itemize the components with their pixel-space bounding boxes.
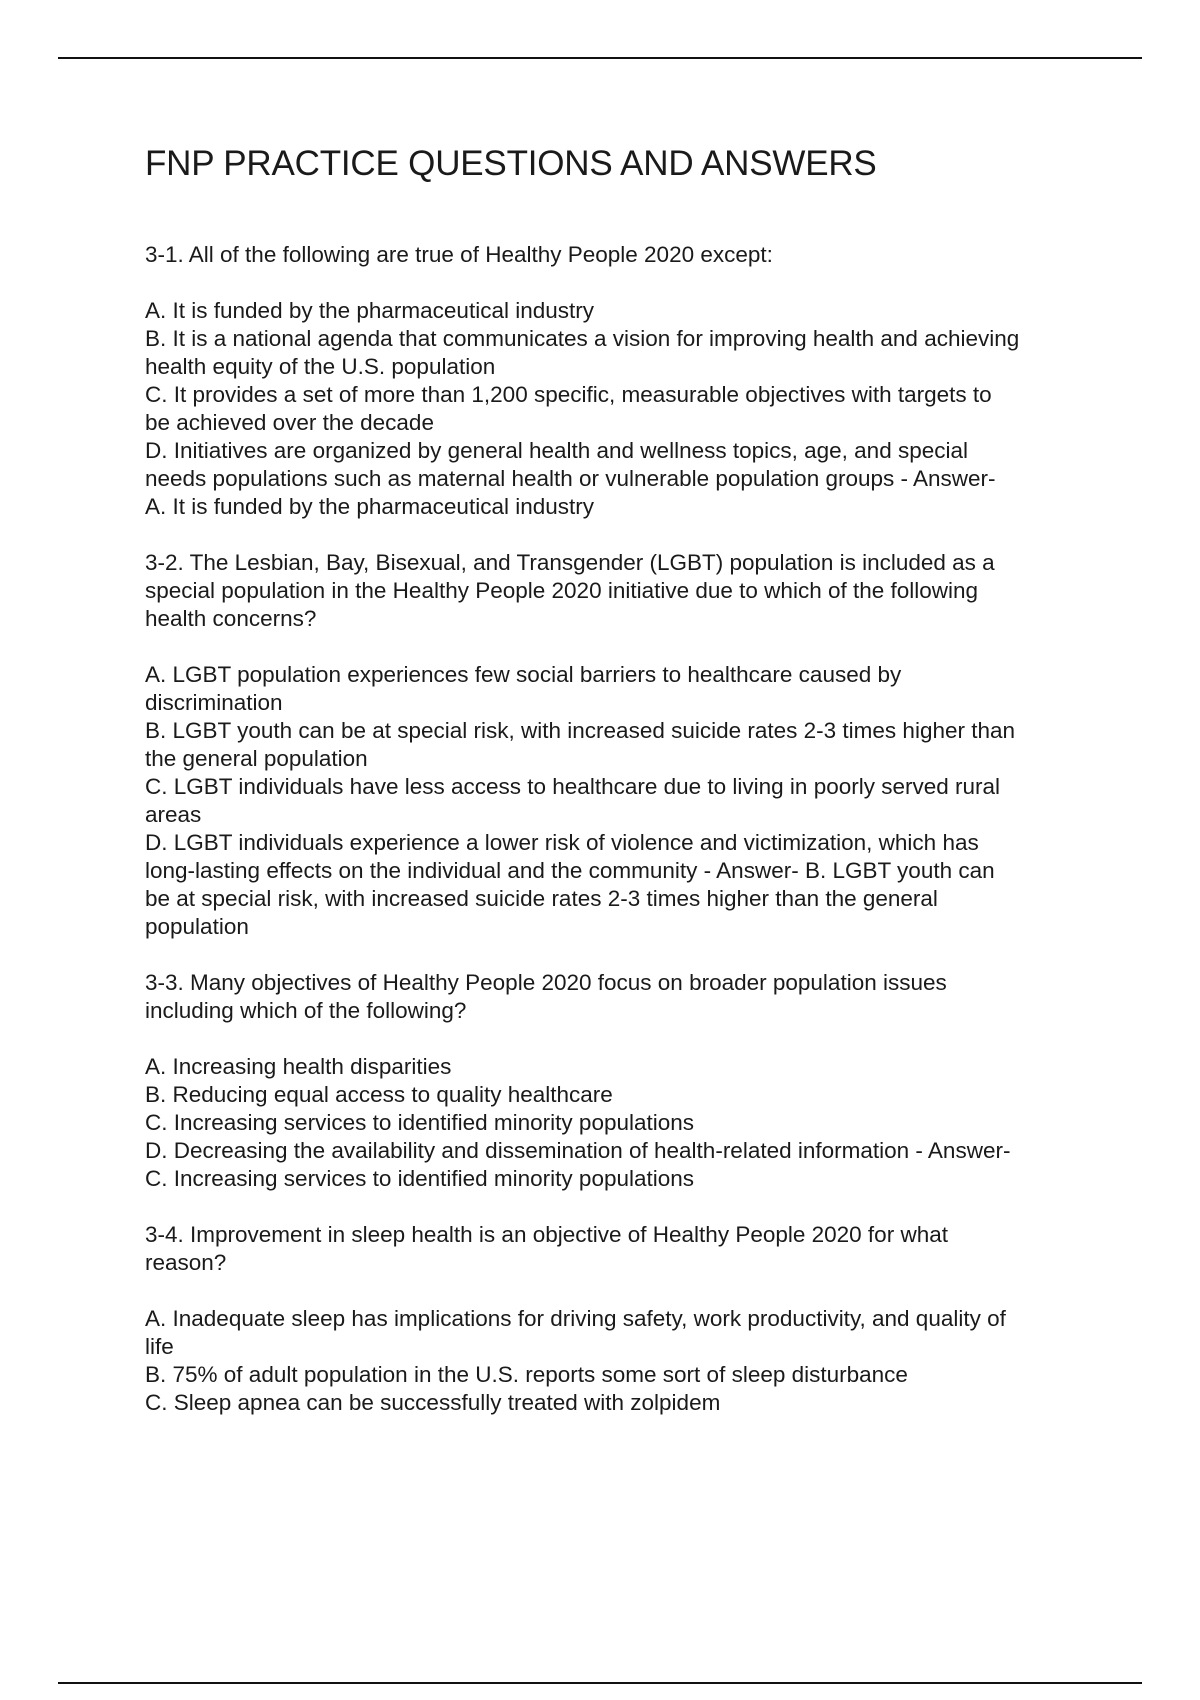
choice-line: areas xyxy=(145,802,202,827)
question-choices xyxy=(145,297,1105,521)
question-choices xyxy=(145,1305,1105,1417)
choice-line: health equity of the U.S. population xyxy=(145,354,496,379)
stem-line: 3-1. All of the following are true of Healthy People 2020 except: xyxy=(145,242,773,267)
choice-line: C. Increasing services to identified minority populations xyxy=(145,1110,695,1135)
question-3-1 xyxy=(145,241,1105,521)
question-choices xyxy=(145,661,1105,941)
choice-line: C. LGBT individuals have less access to healthcare due to living in poorly served rural xyxy=(145,774,1001,799)
choice-line: C. Sleep apnea can be successfully treated with zolpidem xyxy=(145,1390,721,1415)
choice-line: life xyxy=(145,1334,174,1359)
question-stem xyxy=(145,1221,1105,1277)
choice-line: the general population xyxy=(145,746,368,771)
choice-line: B. 75% of adult population in the U.S. reports some sort of sleep disturbance xyxy=(145,1362,908,1387)
question-list xyxy=(145,241,1105,1445)
stem-line: 3-3. Many objectives of Healthy People 2020 focus on broader population issues xyxy=(145,970,947,995)
choice-line: B. Reducing equal access to quality healthcare xyxy=(145,1082,613,1107)
choice-line: B. LGBT youth can be at special risk, with increased suicide rates 2-3 times higher than xyxy=(145,718,1016,743)
choice-line: A. It is funded by the pharmaceutical industry xyxy=(145,298,594,323)
choice-line: A. Increasing health disparities xyxy=(145,1054,452,1079)
question-stem xyxy=(145,969,1105,1025)
stem-line: special population in the Healthy People 2020 initiative due to which of the following xyxy=(145,578,979,603)
choice-line: A. Inadequate sleep has implications for driving safety, work productivity, and quality of xyxy=(145,1306,1006,1331)
question-stem xyxy=(145,549,1105,633)
answer-line: be at special risk, with increased suicide rates 2-3 times higher than the general xyxy=(145,886,938,911)
bottom-divider xyxy=(58,1682,1142,1684)
question-3-4 xyxy=(145,1221,1105,1417)
choice-line: needs populations such as maternal health or vulnerable population groups - Answer- xyxy=(145,466,996,491)
question-choices xyxy=(145,1053,1105,1193)
answer-line: C. Increasing services to identified minority populations xyxy=(145,1166,695,1191)
choice-line: A. LGBT population experiences few social barriers to healthcare caused by xyxy=(145,662,902,687)
choice-line: long-lasting effects on the individual and the community - Answer- B. LGBT youth can xyxy=(145,858,995,883)
question-3-3 xyxy=(145,969,1105,1193)
answer-line: A. It is funded by the pharmaceutical industry xyxy=(145,494,594,519)
question-stem xyxy=(145,241,1105,269)
choice-line: B. It is a national agenda that communicates a vision for improving health and achieving xyxy=(145,326,1020,351)
document-title: FNP PRACTICE QUESTIONS AND ANSWERS xyxy=(145,144,877,183)
top-divider xyxy=(58,57,1142,59)
stem-line: reason? xyxy=(145,1250,227,1275)
choice-line: D. LGBT individuals experience a lower risk of violence and victimization, which has xyxy=(145,830,979,855)
stem-line: 3-2. The Lesbian, Bay, Bisexual, and Transgender (LGBT) population is included as a xyxy=(145,550,995,575)
answer-line: population xyxy=(145,914,249,939)
choice-line: discrimination xyxy=(145,690,283,715)
stem-line: including which of the following? xyxy=(145,998,467,1023)
question-3-2 xyxy=(145,549,1105,941)
stem-line: 3-4. Improvement in sleep health is an objective of Healthy People 2020 for what xyxy=(145,1222,948,1247)
stem-line: health concerns? xyxy=(145,606,317,631)
choice-line: be achieved over the decade xyxy=(145,410,434,435)
choice-line: C. It provides a set of more than 1,200 specific, measurable objectives with targets to xyxy=(145,382,992,407)
choice-line: D. Decreasing the availability and dissemination of health-related information - Answer- xyxy=(145,1138,1011,1163)
choice-line: D. Initiatives are organized by general health and wellness topics, age, and special xyxy=(145,438,968,463)
